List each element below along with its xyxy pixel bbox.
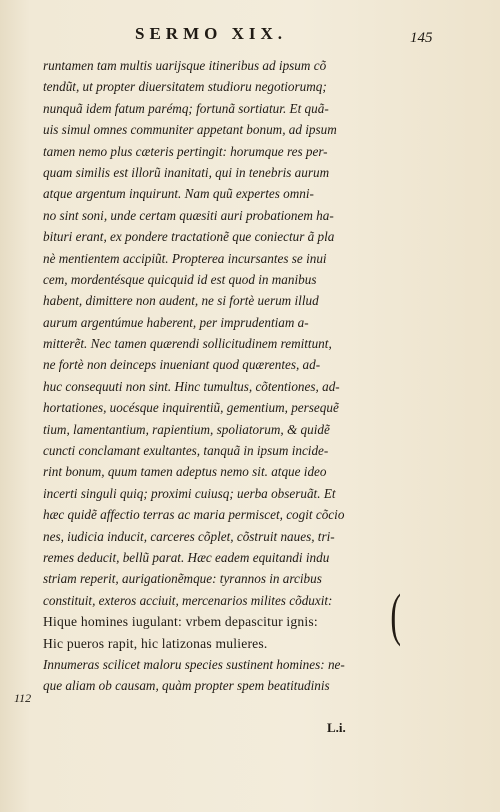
text-line: cem, mordentésque quicquid id est quod in manibus [43,271,317,287]
text-line: Innumeras scilicet maloru species sustinent homines: ne- [43,656,345,672]
body-text [43,55,383,697]
text-line: aurum argentúmue haberent, per imprudentiam a- [43,314,309,330]
text-line: habent, dimittere non audent, ne si fortè uerum illud [43,293,319,309]
text-line: nunquã idem fatum parémq; fortunã sortiatur. Et quã- [43,100,329,116]
text-line: cuncti conclamant exultantes, tanquã in ipsum incide- [43,443,329,459]
text-line: nes, iudicia inducit, carceres cõplet, cõstruit naues, tri- [43,528,335,544]
text-line: remes deducit, bellũ parat. Hæc eadem equitandi indu [43,549,330,565]
text-line: ne fortè non deinceps inueniant quod quærentes, ad- [43,357,321,373]
text-line: huc consequuti non sint. Hinc tumultus, cõtentiones, ad- [43,378,340,394]
signature-mark: L.i. [327,720,346,735]
text-line: tamen nemo plus cæteris pertingit: horumque res per- [43,143,328,159]
page-number: 145 [410,30,433,46]
text-line: nè mentientem accipiũt. Propterea incursantes se inui [43,250,327,266]
text-line: incerti singuli quiq; proximi cuiusq; uerba obseruãt. Et [43,485,336,501]
text-line: tium, lamentantium, rapientium, spoliatorum, & quidẽ [43,421,330,437]
text-line: no sint soni, unde certam quæsiti auri probationem ha- [43,207,334,223]
verse-bracket: ( [390,582,401,647]
text-line: quam similis est illorũ inanitati, qui in tenebris aurum [43,164,330,180]
text-line: constituit, exteros acciuit, mercenarios milites cõduxit: [43,592,333,608]
text-line: uis simul omnes communiter appetant bonum, ad ipsum [43,122,337,138]
text-line: mitterẽt. Nec tamen quærendi sollicitudinem remittunt, [43,336,332,352]
margin-number: 112 [14,691,32,705]
text-line: striam reperit, aurigationẽmque: tyrannos in arcibus [43,571,322,587]
text-line: atque argentum inquirunt. Nam quũ expertes omni- [43,186,314,202]
verse-line: Hic pueros rapit, hic latizonas mulieres. [43,635,268,651]
text-line: runtamen tam multis uarijsque itineribus ad ipsum cõ [43,58,327,73]
text-line: hortationes, uocésque inquirentiũ, gementium, persequẽ [43,400,339,416]
text-line: tendũt, ut propter diuersitatem studioru negotiorumq; [43,79,327,95]
verse-line: Hique homines iugulant: vrbem depascitur ignis: [43,614,318,630]
text-line: bituri erant, ex pondere tractationẽ que coniectur ã pla [43,229,335,245]
text-line: que aliam ob causam, quàm propter spem beatitudinis [43,678,330,694]
text-line: hæc quidẽ affectio terras ac maria permiscet, cogit cõcio [43,507,345,523]
text-line: rint bonum, quum tamen adeptus nemo sit. atque ideo [43,464,327,480]
running-head: SERMO XIX. [135,24,288,43]
